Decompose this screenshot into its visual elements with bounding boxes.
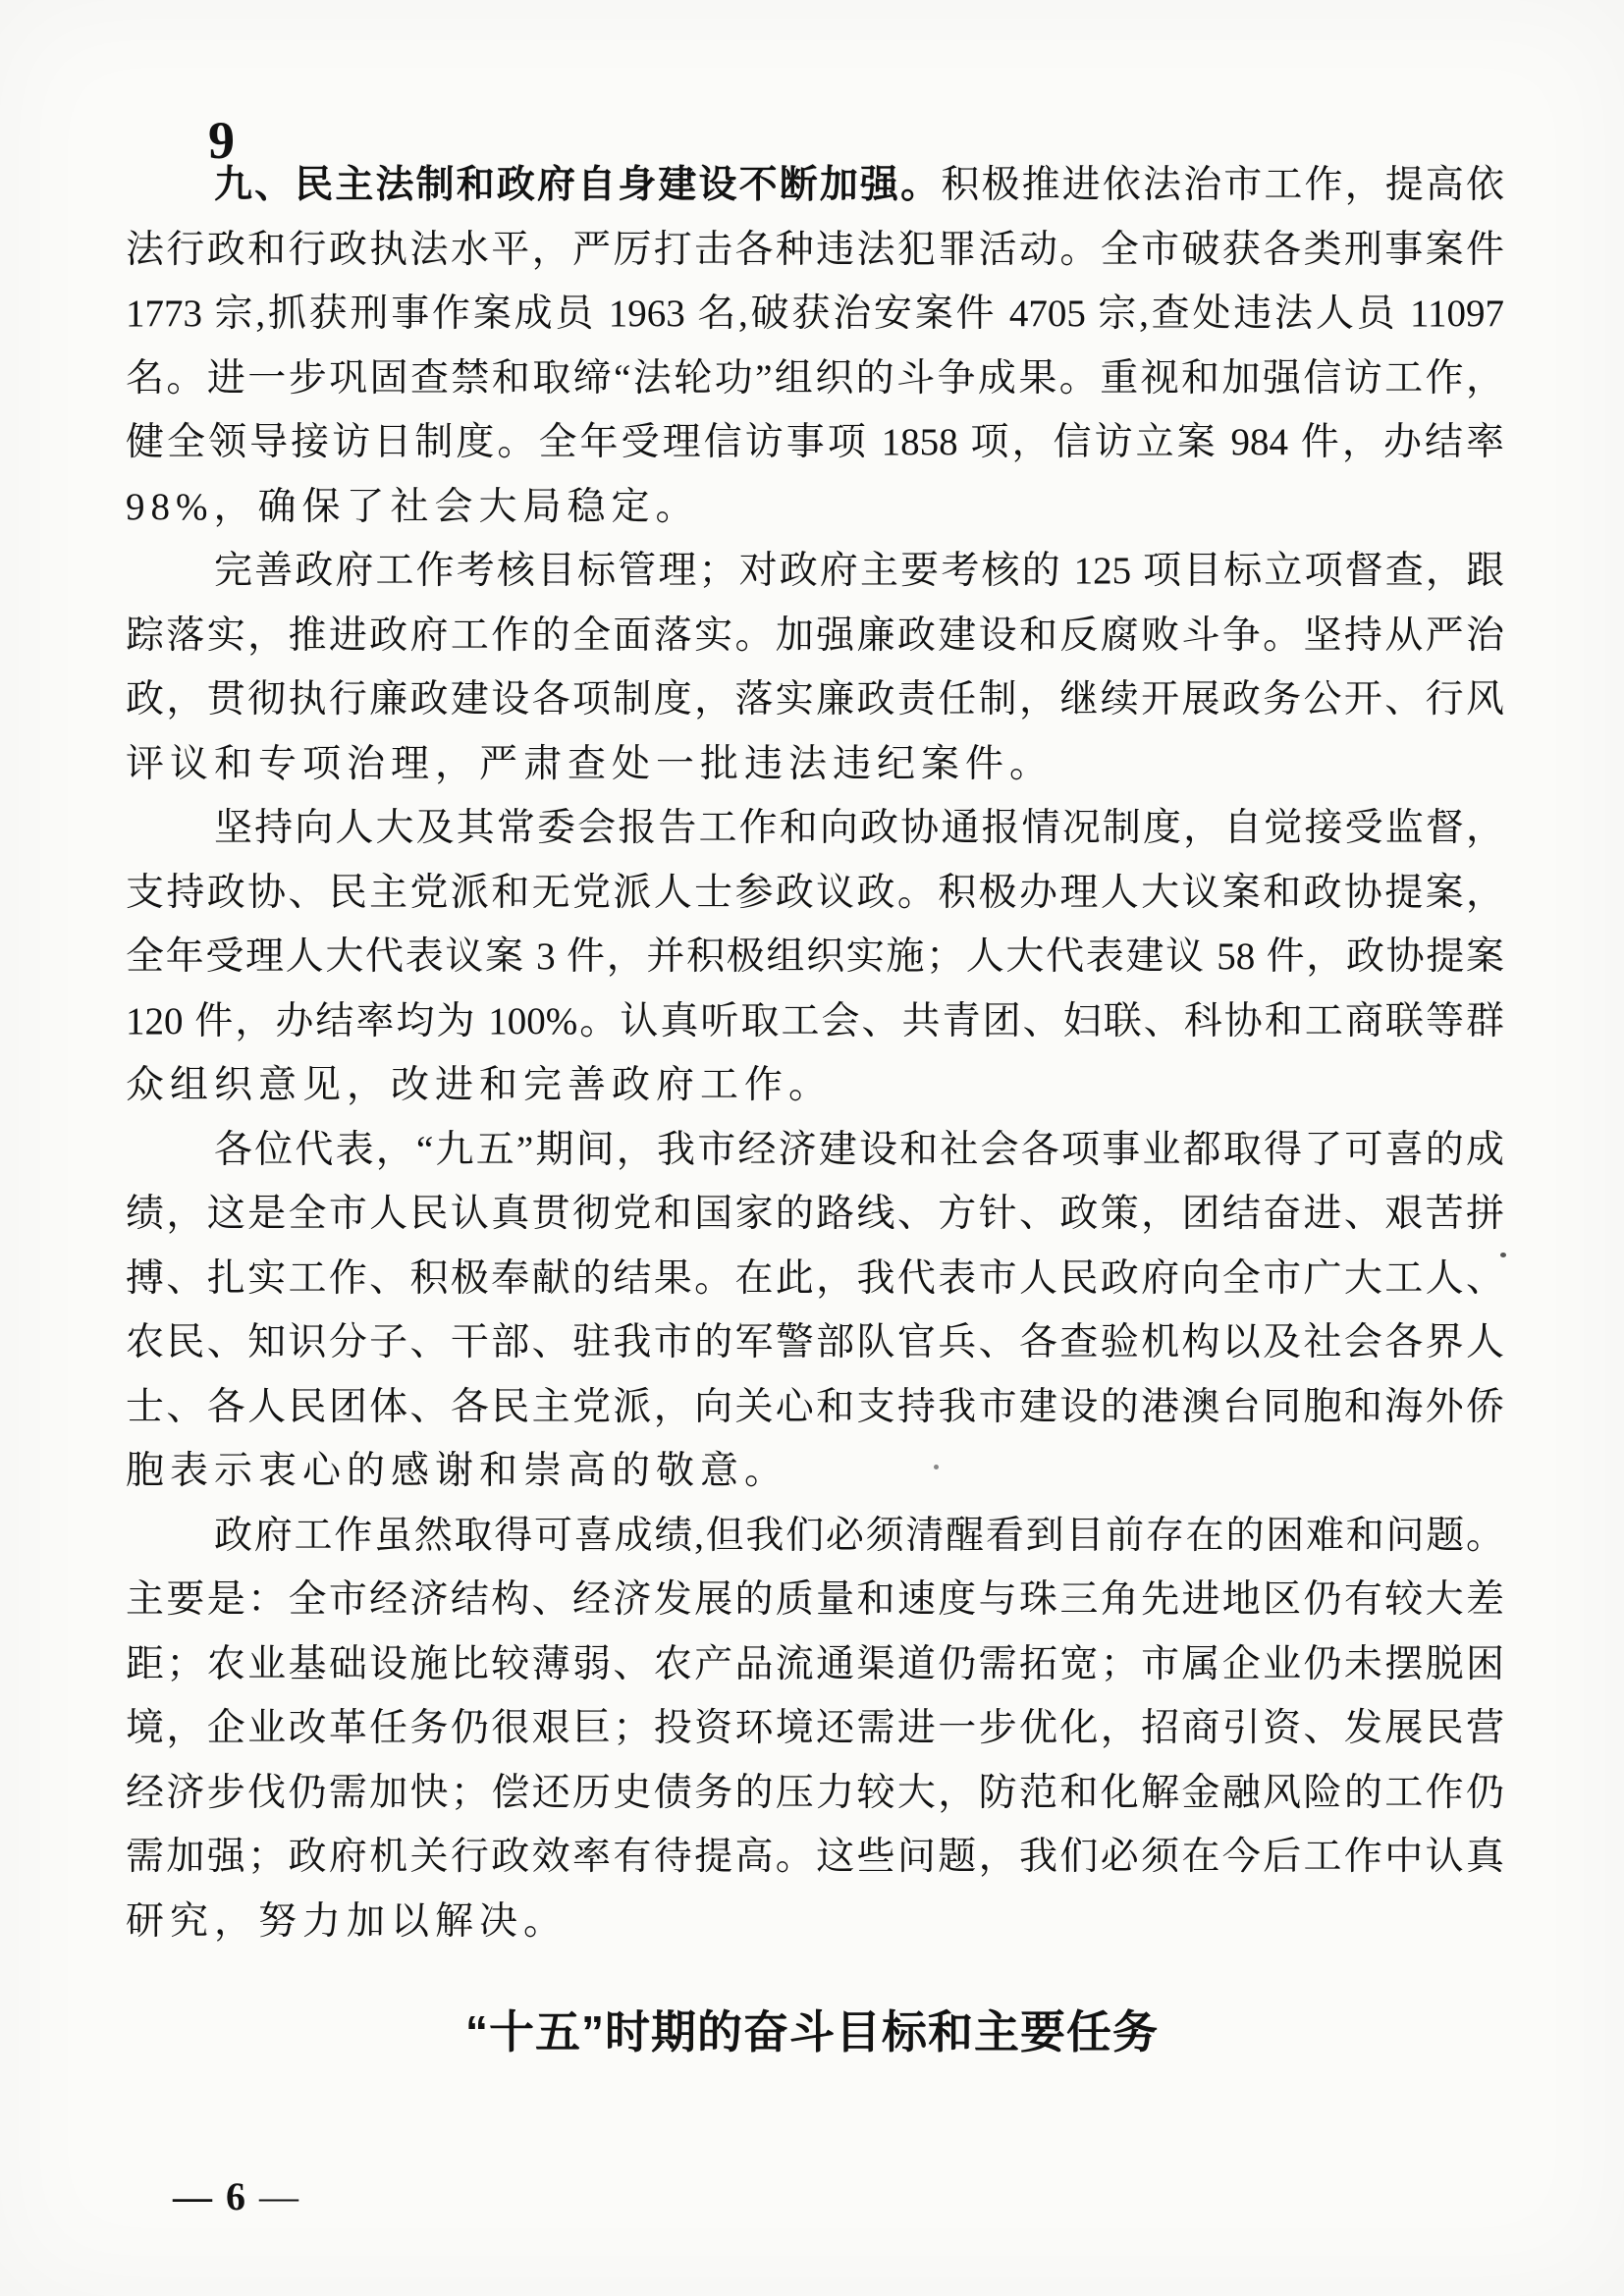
bold-lead-in: 九、民主法制和政府自身建设不断加强。: [214, 164, 942, 206]
text-line: 120 件，办结率均为 100%。认真听取工会、共青团、妇联、科协和工商联等群: [126, 999, 1504, 1042]
text-line: 绩，这是全市人民认真贯彻党和国家的路线、方针、政策，团结奋进、艰苦拼: [126, 1193, 1504, 1235]
footer-left-dash: —: [173, 2174, 212, 2218]
text-line: 坚持向人大及其常委会报告工作和向政协通报情况制度，自觉接受监督，: [214, 807, 1504, 849]
text-line: 境，企业改革任务仍很艰巨；投资环境还需进一步优化，招商引资、发展民营: [126, 1707, 1504, 1749]
text-line: 健全领导接访日制度。全年受理信访事项 1858 项，信访立案 984 件，办结率: [126, 421, 1504, 463]
text-line: 胞表示衷心的感谢和崇高的敬意。: [126, 1450, 789, 1492]
ink-speck: [1500, 1253, 1506, 1257]
text-line: 踪落实，推进政府工作的全面落实。加强廉政建设和反腐败斗争。坚持从严治: [126, 614, 1504, 657]
ink-speck: [934, 1465, 939, 1469]
text-line: 众组织意见，改进和完善政府工作。: [126, 1064, 834, 1106]
footer-right-dash: —: [259, 2174, 298, 2218]
text-line: 经济步伐仍需加快；偿还历史债务的压力较大，防范和化解金融风险的工作仍: [126, 1771, 1504, 1814]
handwritten-page-annotation: 9: [208, 111, 235, 170]
text-line: 全年受理人大代表议案 3 件，并积极组织实施；人大代表建议 58 件，政协提案: [126, 935, 1504, 978]
text-line: 完善政府工作考核目标管理；对政府主要考核的 125 项目标立项督查，跟: [214, 550, 1504, 592]
text-line: 评议和专项治理，严肃查处一批违法违纪案件。: [126, 742, 1055, 785]
text-line: 搏、扎实工作、积极奉献的结果。在此，我代表市人民政府向全市广大工人、: [126, 1256, 1504, 1300]
section-heading: “十五”时期的奋斗目标和主要任务: [465, 2006, 1159, 2057]
page-footer: [173, 2171, 298, 2222]
body-text: [126, 153, 1504, 1953]
text-line: 士、各人民团体、各民主党派，向关心和支持我市建设的港澳台同胞和海外侨: [126, 1385, 1504, 1428]
text-line: 支持政协、民主党派和无党派人士参政议政。积极办理人大议案和政协提案，: [126, 871, 1504, 914]
text-line: 政，贯彻执行廉政建设各项制度，落实廉政责任制，继续开展政务公开、行风: [126, 678, 1504, 721]
text-line: 1773 宗,抓获刑事作案成员 1963 名,破获治安案件 4705 宗,查处违法人员 11097: [126, 293, 1504, 335]
text-line: 需加强；政府机关行政效率有待提高。这些问题，我们必须在今后工作中认真: [126, 1836, 1504, 1878]
text-line: 法行政和行政执法水平，严厉打击各种违法犯罪活动。全市破获各类刑事案件: [126, 228, 1504, 271]
text-line: 九、民主法制和政府自身建设不断加强。积极推进依法治市工作，提高依: [214, 164, 1504, 206]
text-line: 研究，努力加以解决。: [126, 1899, 568, 1943]
text-line: 距；农业基础设施比较薄弱、农产品流通渠道仍需拓宽；市属企业仍未摆脱困: [126, 1642, 1504, 1685]
text-line: 农民、知识分子、干部、驻我市的军警部队官兵、各查验机构以及社会各界人: [126, 1321, 1504, 1363]
text-line: 98%，确保了社会大局稳定。: [126, 485, 700, 528]
text-line: 政府工作虽然取得可喜成绩,但我们必须清醒看到目前存在的困难和问题。: [214, 1514, 1504, 1557]
footer-page-number: 6: [226, 2174, 245, 2218]
text-line: 各位代表，“九五”期间，我市经济建设和社会各项事业都取得了可喜的成: [214, 1128, 1504, 1171]
text-line: 名。进一步巩固查禁和取缔“法轮功”组织的斗争成果。重视和加强信访工作，: [126, 356, 1504, 400]
text-line: 主要是：全市经济结构、经济发展的质量和速度与珠三角先进地区仍有较大差: [126, 1578, 1504, 1621]
